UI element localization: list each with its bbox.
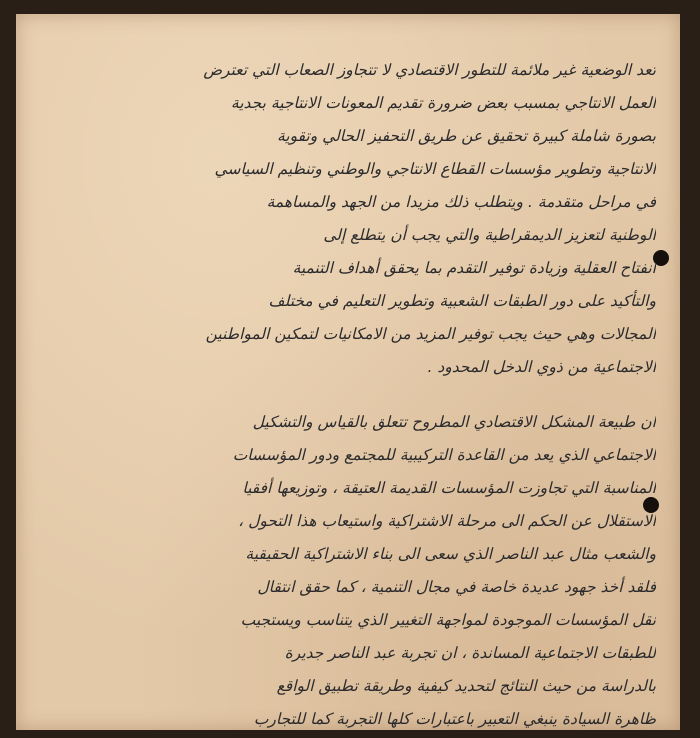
text-line: الانتاجية وتطوير مؤسسات القطاع الانتاجي والوطني وتنظيم السياسي	[214, 160, 656, 178]
text-line: المناسبة التي تجاوزت المؤسسات القديمة العتيقة ، وتوزيعها أفقيا	[242, 479, 656, 497]
text-line: الاجتماعي الذي يعد من القاعدة التركيبية للمجتمع ودور المؤسسات	[232, 446, 656, 464]
text-line: الاجتماعية من ذوي الدخل المحدود .	[427, 358, 656, 376]
text-line: نقل المؤسسات الموجودة لمواجهة التغيير الذي يتناسب ويستجيب	[240, 611, 656, 629]
text-line: العمل الانتاجي بمسبب بعض ضرورة تقديم المعونات الانتاجية بجدية	[230, 94, 656, 112]
text-line: بصورة شاملة كبيرة تحقيق عن طريق التحفيز الحالي وتقوية	[276, 127, 656, 145]
text-line: للطبقات الاجتماعية المساندة ، ان تجربة عبد الناصر جديرة	[284, 644, 656, 662]
text-line: تعد الوضعية غير ملائمة للتطور الاقتصادي لا تتجاوز الصعاب التي تعترض	[203, 61, 656, 79]
paragraph-1	[56, 54, 656, 384]
handwritten-text	[56, 54, 656, 736]
text-line: ظاهرة السيادة ينبغي التعبير باعتبارات كلها التجربة كما للتجارب	[253, 710, 656, 728]
text-line: انفتاح العقلية وزيادة توفير التقدم بما يحقق أهداف التنمية	[292, 259, 656, 277]
text-line: المجالات وهي حيث يجب توفير المزيد من الامكانيات لتمكين المواطنين	[205, 325, 656, 343]
text-line: الوطنية لتعزيز الديمقراطية والتي يجب أن يتطلع إلى	[323, 226, 656, 244]
text-line: الاستقلال عن الحكم الى مرحلة الاشتراكية واستيعاب هذا التحول ،	[238, 512, 656, 530]
text-line: في مراحل متقدمة . ويتطلب ذلك مزيدا من الجهد والمساهمة	[266, 193, 656, 211]
text-line: والتأكيد على دور الطبقات الشعبية وتطوير التعليم في مختلف	[268, 292, 656, 310]
text-line: والشعب مثال عبد الناصر الذي سعى الى بناء الاشتراكية الحقيقية	[245, 545, 656, 563]
manuscript-page	[16, 14, 680, 730]
text-line: ان طبيعة المشكل الاقتصادي المطروح تتعلق بالقياس والتشكيل	[252, 413, 656, 431]
paragraph-2	[56, 406, 656, 736]
text-line: فلقد أخذ جهود عديدة خاصة في مجال التنمية ، كما حقق انتقال	[257, 578, 656, 596]
text-line: بالدراسة من حيث النتائج لتحديد كيفية وطريقة تطبيق الواقع	[276, 677, 656, 695]
